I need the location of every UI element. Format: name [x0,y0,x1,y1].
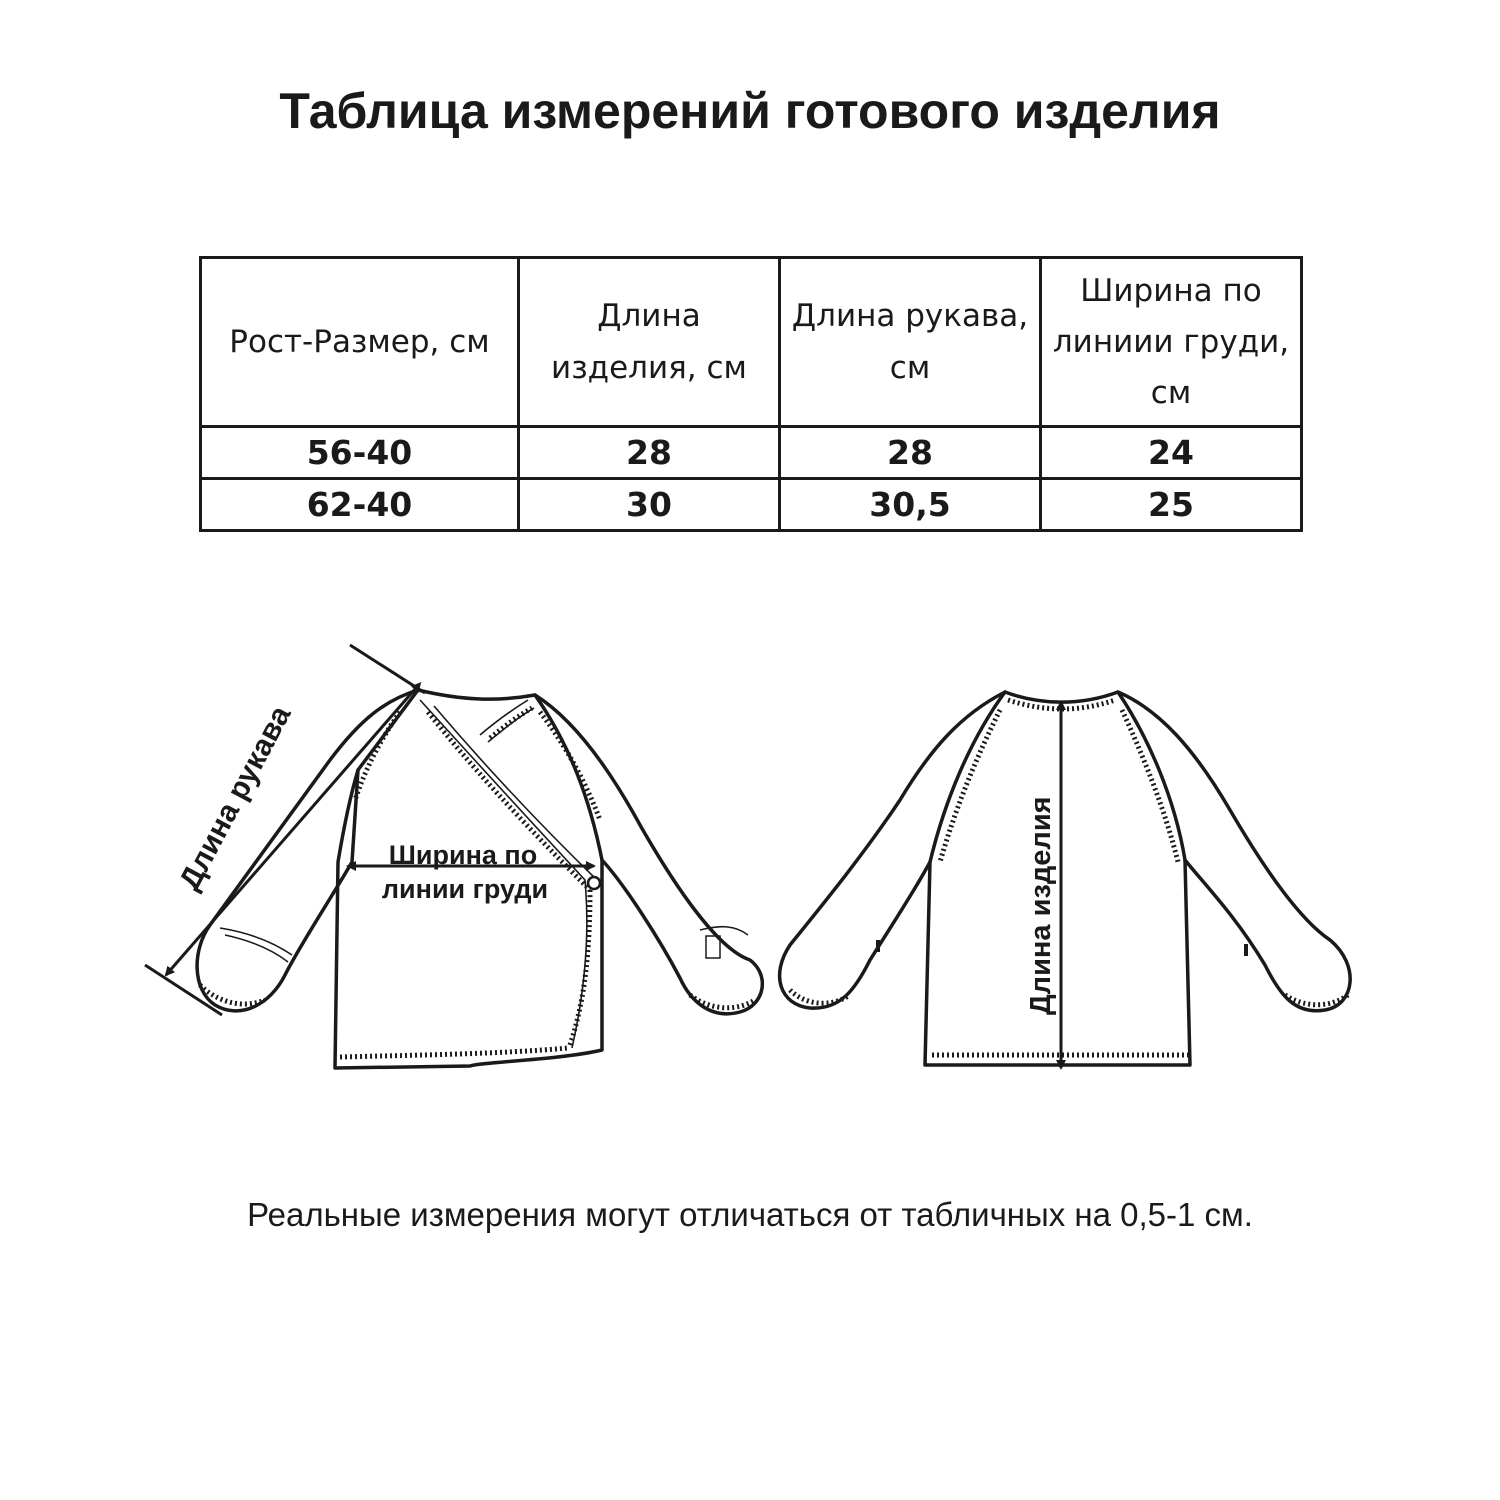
sleeve-length-label: Длина рукава [173,700,298,896]
cell-product-length: 28 [519,427,780,479]
cell-sleeve-length: 28 [780,427,1041,479]
size-table [199,256,1303,532]
chest-width-label-line1: Ширина по [388,840,538,870]
measurement-note: Реальные измерения могут отличаться от табличных на 0,5-1 см. [247,1196,1253,1233]
cell-sleeve-length: 30,5 [780,479,1041,531]
table-row [201,427,1302,479]
header-height-size: Рост-Размер, см [201,258,519,427]
header-sleeve-length: Длина рукава, см [780,258,1041,427]
cell-chest-width: 25 [1041,479,1302,531]
cell-size: 62-40 [201,479,519,531]
table-header-row [201,258,1302,427]
table-row [201,479,1302,531]
header-product-length: Длина изделия, см [519,258,780,427]
chest-width-label-line2: линии груди [381,874,549,904]
page-title: Таблица измерений готового изделия [279,83,1221,139]
garment-drawings [0,600,1500,1120]
product-length-label: Длина изделия [1025,796,1057,1015]
back-view-drawing [780,692,1351,1065]
header-chest-width: Ширина по линиии груди, см [1041,258,1302,427]
cell-size: 56-40 [201,427,519,479]
cell-product-length: 30 [519,479,780,531]
cell-chest-width: 24 [1041,427,1302,479]
